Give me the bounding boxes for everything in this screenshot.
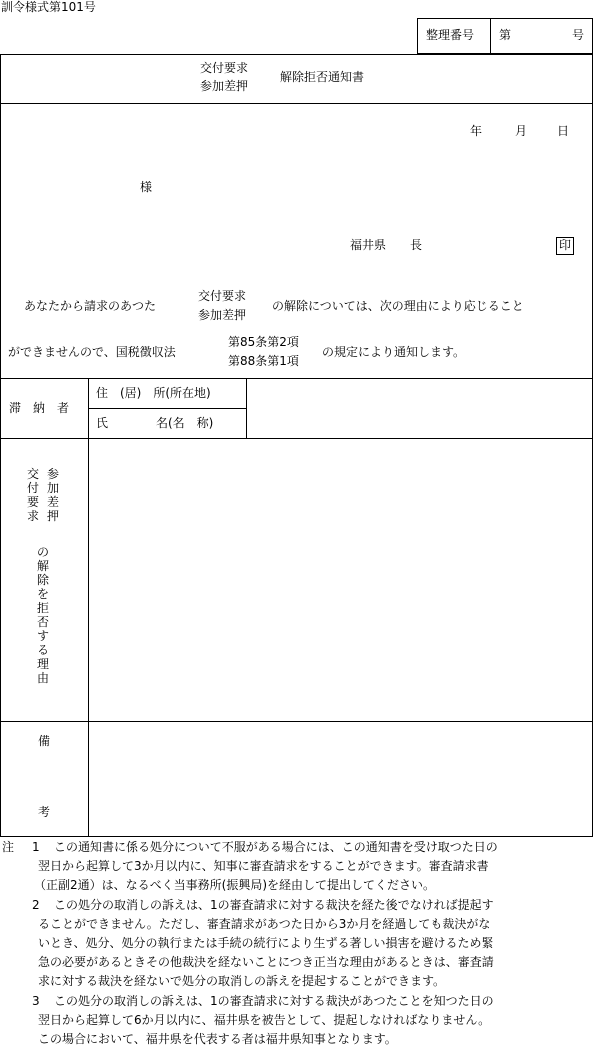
reason-char: を <box>36 587 49 601</box>
name-label: 氏 名(名 称) <box>96 416 214 430</box>
remarks-char-2: 考 <box>38 805 51 819</box>
reference-number-prefix: 第 <box>499 28 512 42</box>
reason-char: 差 <box>46 495 59 509</box>
reason-char: る <box>36 643 49 657</box>
reason-char: 参 <box>46 467 59 481</box>
reference-number-suffix: 号 <box>572 28 585 42</box>
reason-char: 押 <box>46 509 59 523</box>
date-year: 年 <box>470 124 483 138</box>
reason-char: 拒 <box>36 601 49 615</box>
body-option-2b: 第88条第1項 <box>228 354 299 368</box>
addressee-suffix: 様 <box>140 180 153 194</box>
title-option-1: 交付要求 <box>200 61 249 75</box>
reason-char: 付 <box>26 481 39 495</box>
reason-char: 求 <box>26 509 39 523</box>
note-1-line: 翌日から起算して3か月以内に、知事に審査請求をすることができます。審査請求書 <box>38 859 489 873</box>
delinquent-label: 滞 納 者 <box>9 401 70 415</box>
body-option-1a: 交付要求 <box>198 289 247 303</box>
body-option-2a: 第85条第2項 <box>228 335 299 349</box>
left-column-divider <box>88 378 89 836</box>
remarks-top-divider <box>0 721 593 722</box>
reference-divider <box>490 18 491 54</box>
body-option-1b: 参加差押 <box>198 308 247 322</box>
title-divider <box>0 103 593 104</box>
reason-char: 由 <box>36 671 49 685</box>
form-number: 訓令様式第101号 <box>1 0 96 14</box>
body-text-1: あなたから請求のあつた <box>24 299 157 313</box>
address-label: 住 (居) 所(所在地) <box>96 386 211 400</box>
notes-label: 注 <box>2 840 15 854</box>
body-text-4: の規定により通知します。 <box>322 345 466 359</box>
note-1-line: （正副2通）は、なるべく当事務所(振興局)を経由して提出してください。 <box>34 878 436 892</box>
seal-mark: 印 <box>556 237 574 255</box>
reason-char: 除 <box>36 573 49 587</box>
reason-label-rest <box>36 546 50 686</box>
body-text-3: ができませんので、国税徴収法 <box>8 345 176 359</box>
remarks-char-1: 備 <box>38 734 51 748</box>
sender-name: 福井県 長 <box>350 238 423 252</box>
page-title: 解除拒否通知書 <box>280 70 365 84</box>
note-1-number: 1 <box>32 840 40 854</box>
reason-char: 要 <box>26 495 39 509</box>
note-1-line: この通知書に係る処分について不服がある場合には、この通知書を受け取つた日の <box>54 840 498 854</box>
note-3-number: 3 <box>32 994 40 1008</box>
note-3-line: この処分の取消しの訴えは、1の審査請求に対する裁決があつたことを知つた日の <box>54 994 494 1008</box>
reason-char: 加 <box>46 481 59 495</box>
note-2-line: 急の必要があるときその他裁決を経ないことにつき正当な理由があるときは、審査請 <box>38 955 494 969</box>
reason-char: の <box>36 545 49 559</box>
title-option-2: 参加差押 <box>200 79 249 93</box>
reason-top-divider <box>0 438 593 439</box>
reference-label: 整理番号 <box>426 28 475 42</box>
reason-char: 解 <box>36 559 49 573</box>
note-2-line: 求に対する裁決を経ないで処分の取消しの訴えを提起することができます。 <box>38 974 446 988</box>
reason-char: 理 <box>36 657 49 671</box>
note-2-line: ることができません。ただし、審査請求があつた日から3か月を経過しても裁決がな <box>38 917 491 931</box>
reason-label-option-2 <box>46 468 60 524</box>
note-3-line: この場合において、福井県を代表する者は福井県知事となります。 <box>38 1032 397 1046</box>
note-2-line: この処分の取消しの訴えは、1の審査請求に対する裁決を経た後でなければ提起す <box>54 898 494 912</box>
reason-char: す <box>36 629 49 643</box>
reason-char: 交 <box>26 467 39 481</box>
note-3-line: 翌日から起算して6か月以内に、福井県を被告として、提起しなければなりません。 <box>38 1013 491 1027</box>
date-month: 月 <box>515 124 528 138</box>
body-text-2: の解除については、次の理由により応じること <box>272 299 524 313</box>
note-2-number: 2 <box>32 898 40 912</box>
note-2-line: いとき、処分、処分の執行または手続の続行により生ずる著しい損害を避けるため緊 <box>38 936 494 950</box>
address-name-divider <box>88 408 247 409</box>
date-day: 日 <box>557 124 570 138</box>
reason-char: 否 <box>36 615 49 629</box>
reason-label-option-1 <box>26 468 40 524</box>
